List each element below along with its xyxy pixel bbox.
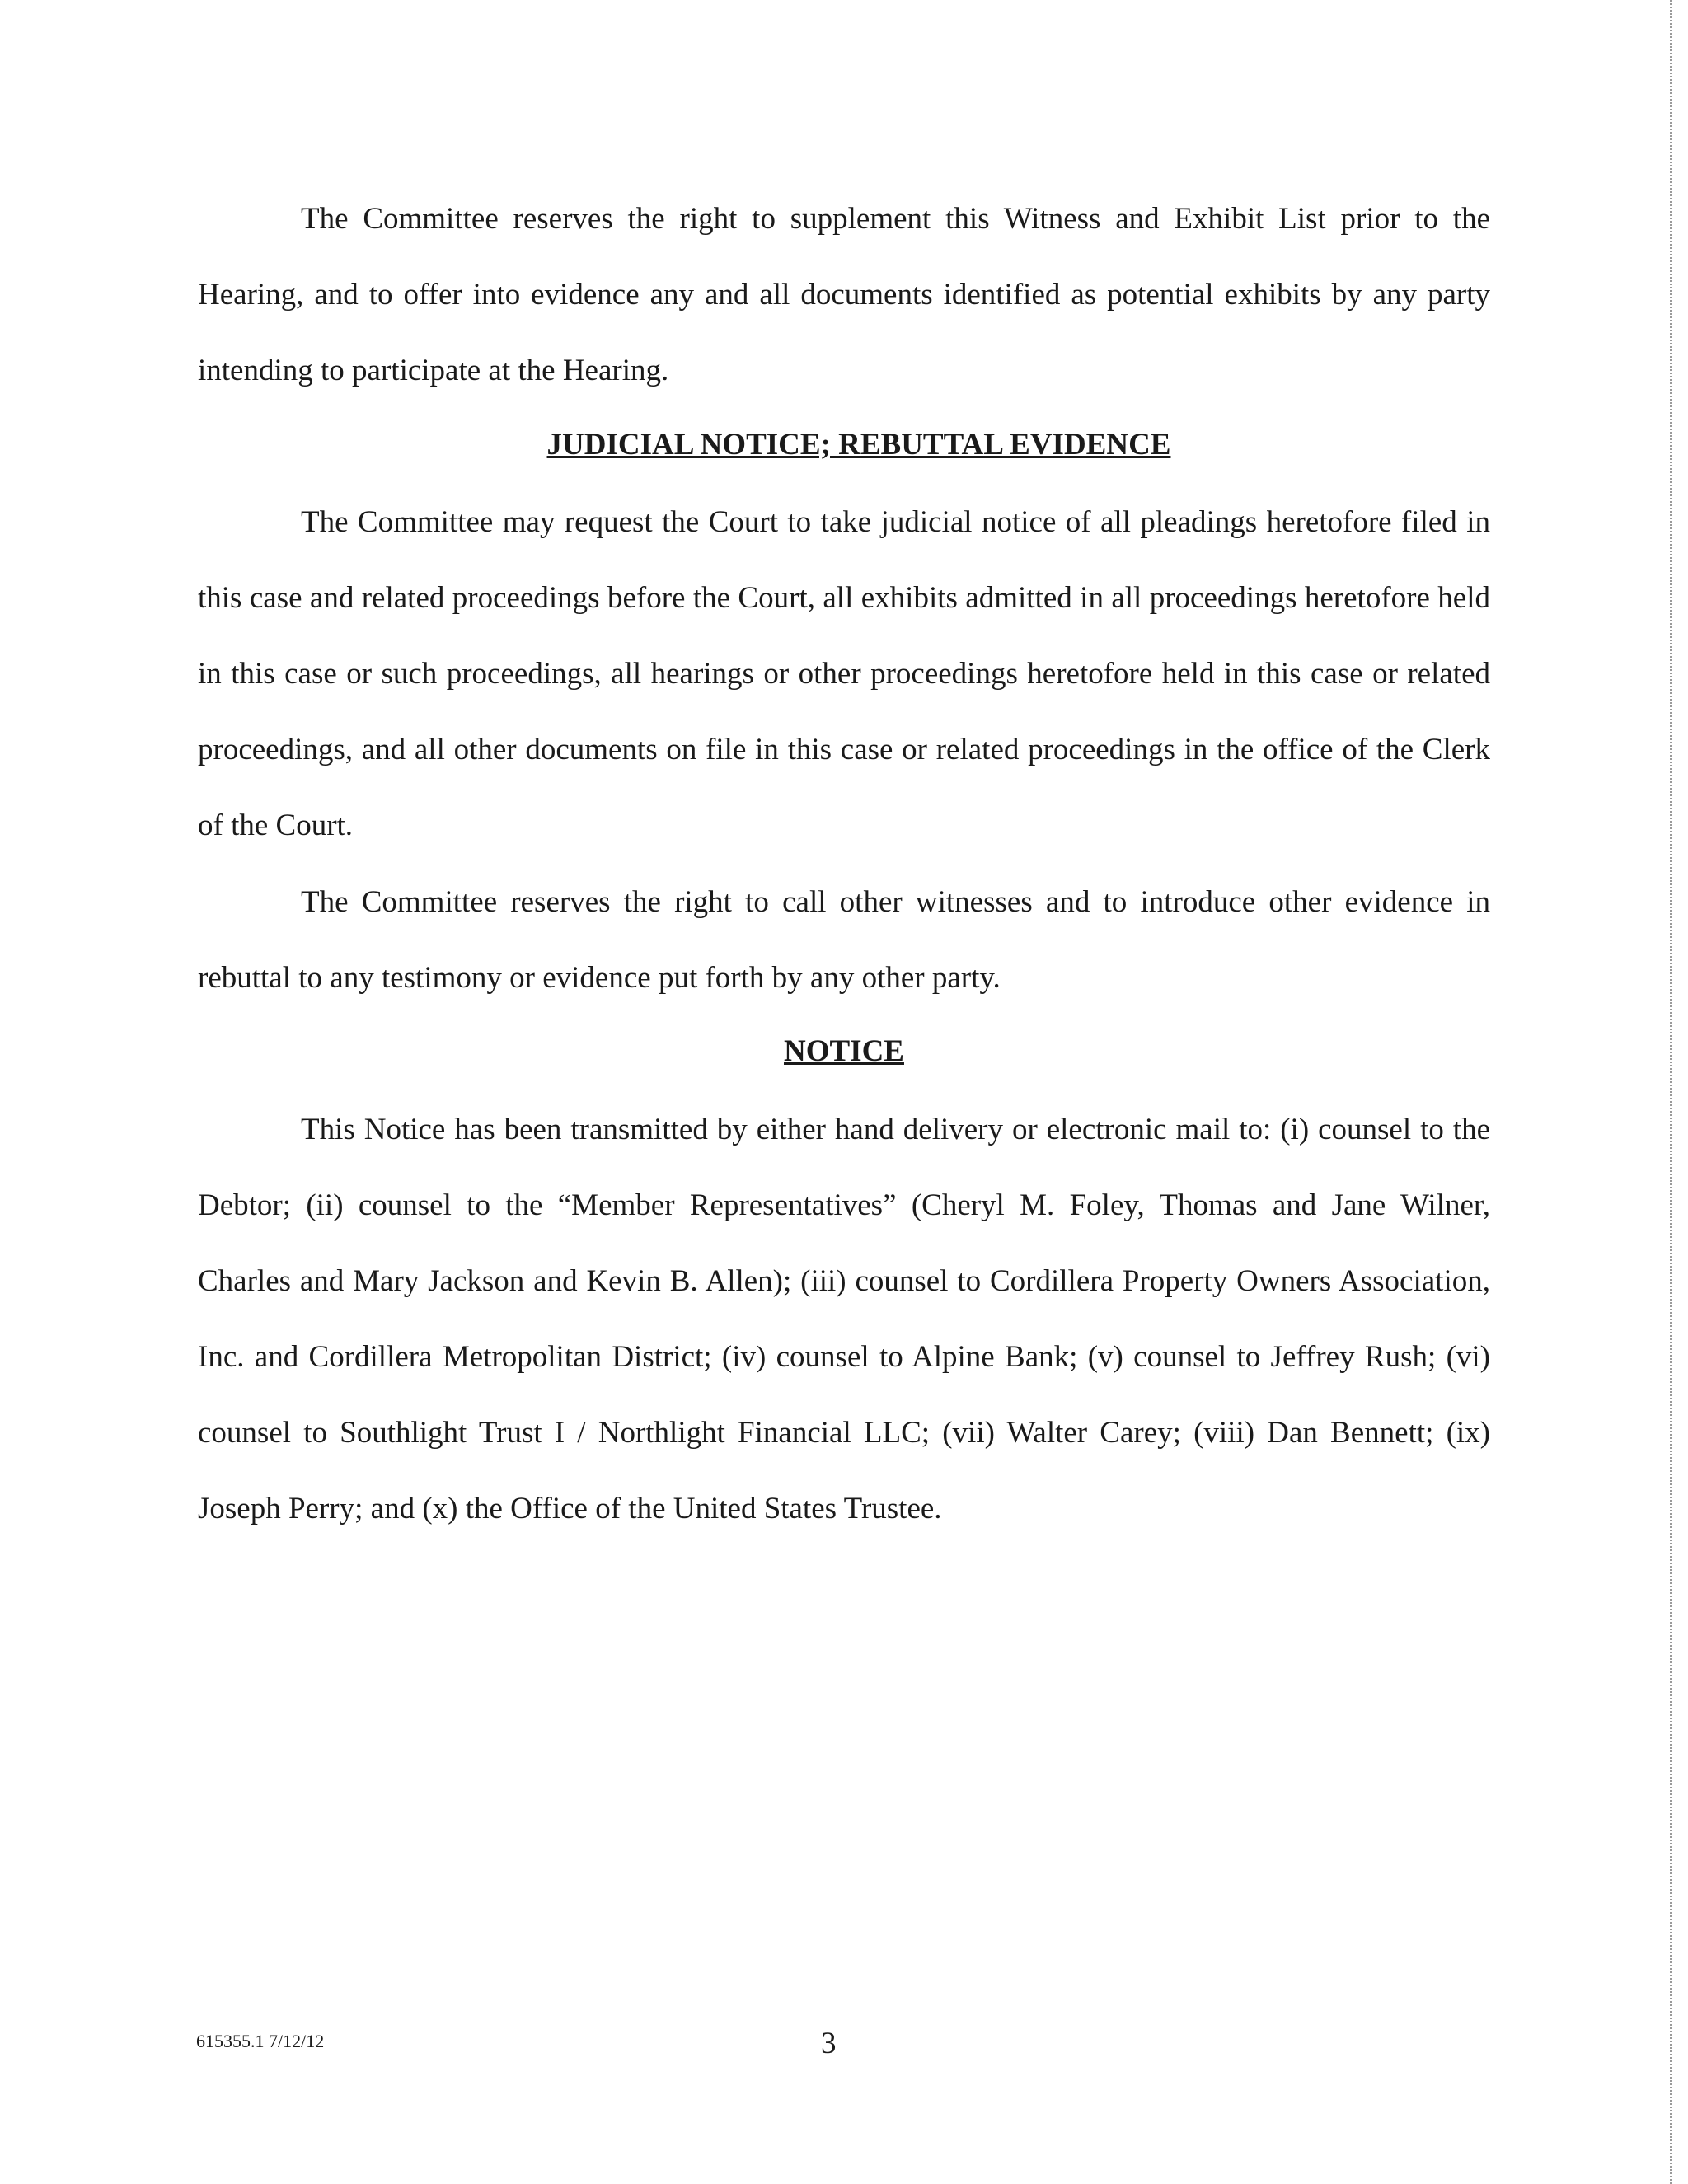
page-number: 3 bbox=[821, 2027, 837, 2060]
scan-edge-artifact bbox=[1670, 0, 1672, 2184]
paragraph-reservation: The Committee reserves the right to supplement this Witness and Exhibit List prior to the Hearing, and to offer into evidence any and all documents identified as potential exhibits by any party intending to participate at the Hearing. bbox=[198, 202, 1490, 387]
section-heading-judicial-notice: JUDICIAL NOTICE; REBUTTAL EVIDENCE bbox=[546, 428, 1171, 462]
paragraph-judicial-notice: The Committee may request the Court to take judicial notice of all pleadings heretofore filed in this case and related proceedings before the Court, all exhibits admitted in all proceedings heretofore held in this case or such proceedings, all hearings or other proceedings heretofore held in this case or related proceedings, and all other documents on file in this case or related proceedings in the office of the Clerk of the Court. bbox=[198, 505, 1490, 842]
section-heading-notice: NOTICE bbox=[784, 1034, 904, 1068]
paragraph-rebuttal: The Committee reserves the right to call other witnesses and to introduce other evidence in rebuttal to any testimony or evidence put forth by any other party. bbox=[198, 885, 1490, 995]
footer-document-id: 615355.1 7/12/12 bbox=[196, 2031, 325, 2051]
paragraph-notice-recipients: This Notice has been transmitted by either hand delivery or electronic mail to: (i) counsel to the Debtor; (ii) counsel to the “Member Representatives” (Cheryl M. Foley, Thomas and Jane Wilner, Charles and Mary Jackson and Kevin B. Allen); (iii) counsel to Cordillera Property Owners Association, Inc. and Cordillera Metropolitan District; (iv) counsel to Alpine Bank; (v) counsel to Jeffrey Rush; (vi) counsel to Southlight Trust I / Northlight Financial LLC; (vii) Walter Carey; (viii) Dan Bennett; (ix) Joseph Perry; and (x) the Office of the United States Trustee. bbox=[198, 1113, 1490, 1526]
